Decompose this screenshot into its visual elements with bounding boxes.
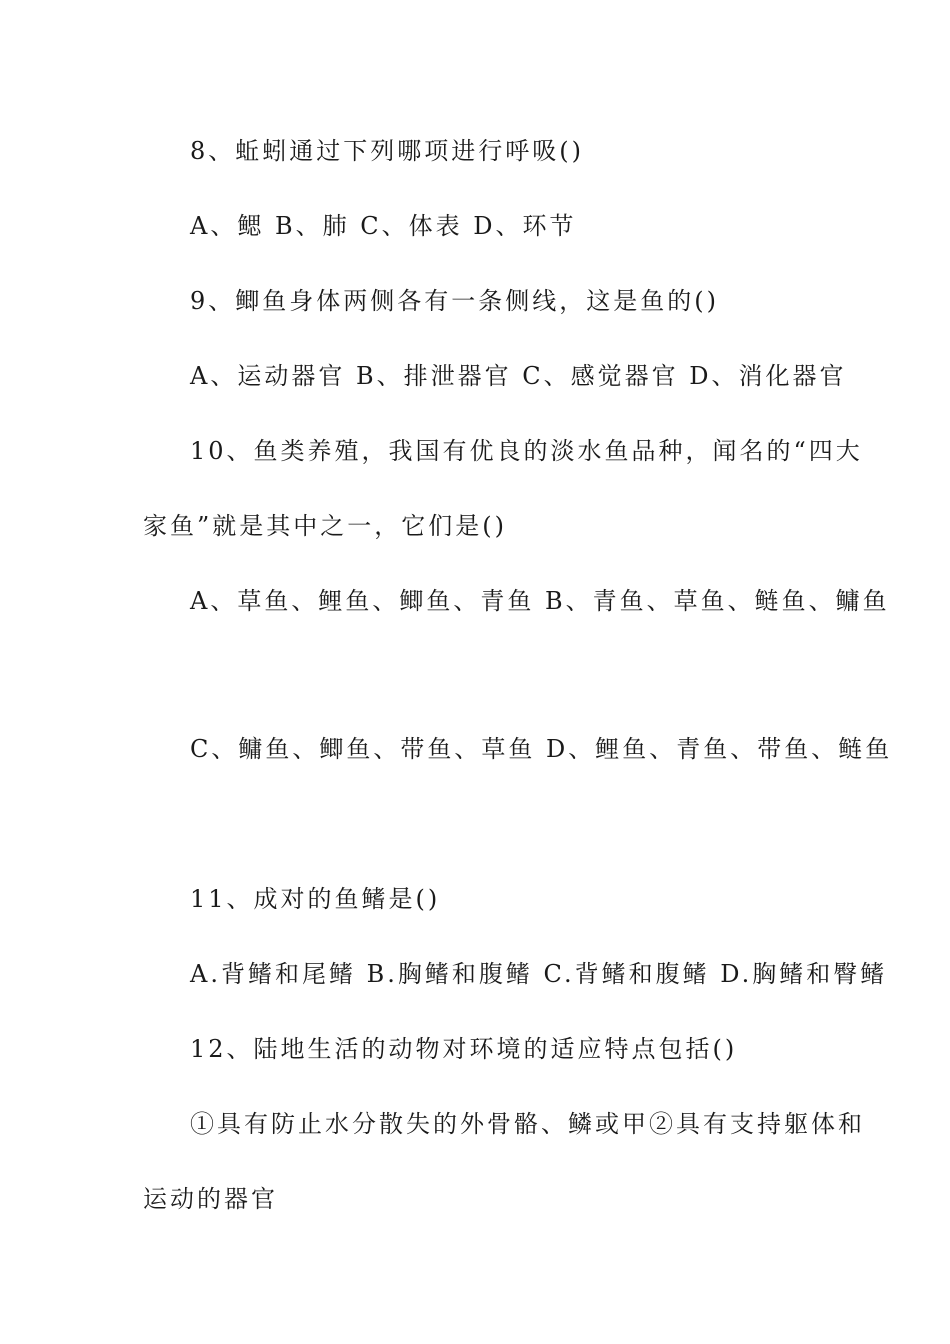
question-12-stem: 12、陆地生活的动物对环境的适应特点包括() [190, 1035, 738, 1063]
question-9-options: A、运动器官 B、排泄器官 C、感觉器官 D、消化器官 [190, 362, 847, 390]
question-12-item-line1: ①具有防止水分散失的外骨骼、鳞或甲②具有支持躯体和 [190, 1110, 865, 1138]
question-8-stem: 8、蚯蚓通过下列哪项进行呼吸() [190, 137, 584, 165]
question-9-stem: 9、鲫鱼身体两侧各有一条侧线，这是鱼的() [190, 287, 719, 315]
question-8-options: A、鳃 B、肺 C、体表 D、环节 [190, 212, 577, 240]
question-11-options: A.背鳍和尾鳍 B.胸鳍和腹鳍 C.背鳍和腹鳍 D.胸鳍和臀鳍 [190, 960, 888, 988]
question-10-options-line2: C、鳙鱼、鲫鱼、带鱼、草鱼 D、鲤鱼、青鱼、带鱼、鲢鱼 [190, 735, 893, 763]
question-12-item-line2: 运动的器官 [143, 1185, 278, 1213]
question-10-stem-line2: 家鱼”就是其中之一，它们是() [143, 512, 507, 540]
question-10-options-line1: A、草鱼、鲤鱼、鲫鱼、青鱼 B、青鱼、草鱼、鲢鱼、鳙鱼 [190, 587, 890, 615]
question-11-stem: 11、成对的鱼鳍是() [190, 885, 441, 913]
question-10-stem-line1: 10、鱼类养殖，我国有优良的淡水鱼品种，闻名的“四大 [190, 437, 863, 465]
